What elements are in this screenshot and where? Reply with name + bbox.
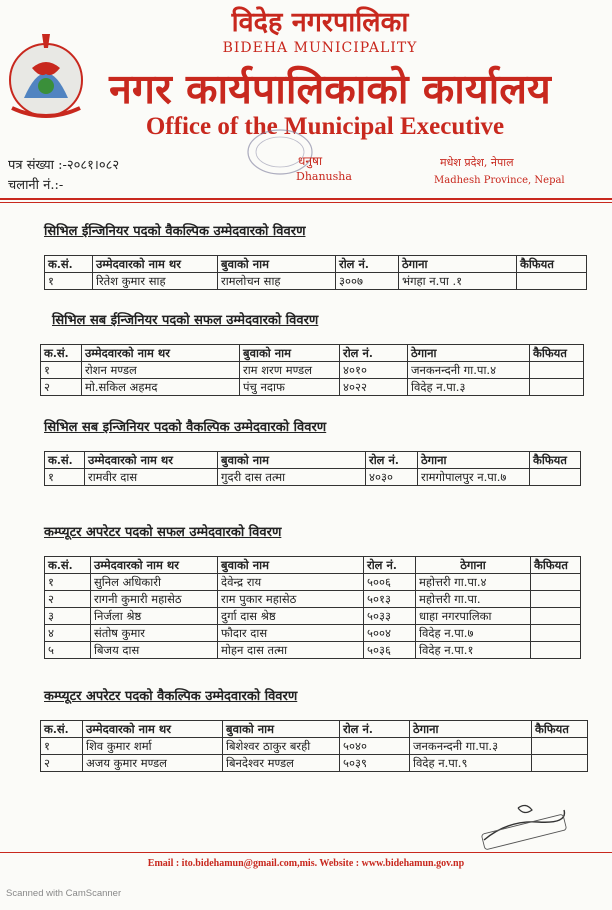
table-cell <box>531 608 581 625</box>
column-header: क.सं. <box>41 345 82 362</box>
table-row <box>45 608 581 625</box>
table-cell: १ <box>45 574 91 591</box>
section-heading: कम्प्यूटर अपरेटर पदको सफल उम्मेदवारको विवरण <box>44 525 282 540</box>
table-row <box>45 469 581 486</box>
table-header-row <box>41 721 588 738</box>
column-header: क.सं. <box>45 452 85 469</box>
candidate-table <box>44 255 587 290</box>
column-header: क.सं. <box>45 256 93 273</box>
table-cell: ५०३६ <box>364 642 416 659</box>
column-header: उम्मेदवारको नाम थर <box>85 452 218 469</box>
column-header: क.सं. <box>41 721 83 738</box>
table-cell: ५०१३ <box>364 591 416 608</box>
header-divider <box>0 198 612 203</box>
column-header: क.सं. <box>45 557 91 574</box>
column-header: उम्मेदवारको नाम थर <box>93 256 218 273</box>
table-cell: शिव कुमार शर्मा <box>83 738 223 755</box>
table-cell: ५०३९ <box>340 755 410 772</box>
table-cell: पंचु नदाफ <box>240 379 340 396</box>
column-header: ठेगाना <box>408 345 530 362</box>
table-cell: ३००७ <box>336 273 399 290</box>
table-cell: भंगहा न.पा .१ <box>399 273 517 290</box>
column-header: रोल नं. <box>340 345 408 362</box>
section-heading: सिभिल सब ईन्जिनियर पदको सफल उम्मेदवारको विवरण <box>52 313 319 328</box>
column-header: कैफियत <box>532 721 588 738</box>
table-cell: ५००४ <box>364 625 416 642</box>
table-cell: ३ <box>45 608 91 625</box>
table-cell: ५०३३ <box>364 608 416 625</box>
table-cell: रामलोचन साह <box>218 273 336 290</box>
table-cell: ५०४० <box>340 738 410 755</box>
province-english: Madhesh Province, Nepal <box>434 175 565 186</box>
column-header: ठेगाना <box>418 452 530 469</box>
table-cell: राम शरण मण्डल <box>240 362 340 379</box>
table-cell <box>532 738 588 755</box>
table-header-row <box>45 256 587 273</box>
table-cell: विदेह न.पा.३ <box>408 379 530 396</box>
table-cell: बिनदेश्वर मण्डल <box>223 755 340 772</box>
column-header: कैफियत <box>530 345 584 362</box>
column-header: ठेगाना <box>410 721 532 738</box>
column-header: उम्मेदवारको नाम थर <box>82 345 240 362</box>
table-row <box>45 642 581 659</box>
table-cell: बिजय दास <box>91 642 218 659</box>
table-row <box>45 273 587 290</box>
office-title-english: Office of the Municipal Executive <box>145 113 505 140</box>
table-cell: १ <box>45 273 93 290</box>
table-cell <box>530 469 581 486</box>
column-header: बुवाको नाम <box>240 345 340 362</box>
table-cell: १ <box>45 469 85 486</box>
table-cell: निर्जला श्रेष्ठ <box>91 608 218 625</box>
municipality-title-english: BIDEHA MUNICIPALITY <box>222 40 418 56</box>
province-nepali: मधेश प्रदेश, नेपाल <box>440 156 514 169</box>
table-row <box>41 379 584 396</box>
table-cell: २ <box>41 755 83 772</box>
column-header: उम्मेदवारको नाम थर <box>83 721 223 738</box>
section-heading: सिभिल ईन्जिनियर पदको वैकल्पिक उम्मेदवारको विवरण <box>44 224 306 239</box>
table-cell: रोशन मण्डल <box>82 362 240 379</box>
section-heading: कम्प्यूटर अपरेटर पदको वैकल्पिक उम्मेदवारको विवरण <box>44 689 298 704</box>
table-row <box>41 755 588 772</box>
table-cell <box>531 574 581 591</box>
table-cell: गुदरी दास तत्मा <box>218 469 366 486</box>
district-english: Dhanusha <box>296 170 352 183</box>
table-cell: देवेन्द्र राय <box>218 574 364 591</box>
table-cell: संतोष कुमार <box>91 625 218 642</box>
table-row <box>45 591 581 608</box>
table-cell: २ <box>41 379 82 396</box>
table-cell: रागनी कुमारी महासेठ <box>91 591 218 608</box>
column-header: रोल नं. <box>364 557 416 574</box>
column-header: बुवाको नाम <box>223 721 340 738</box>
table-cell <box>530 362 584 379</box>
candidate-table <box>44 451 581 486</box>
column-header: रोल नं. <box>336 256 399 273</box>
table-cell: रामगोपालपुर न.पा.७ <box>418 469 530 486</box>
table-cell: १ <box>41 362 82 379</box>
municipality-emblem-logo <box>2 28 88 124</box>
table-cell: धाहा नगरपालिका <box>416 608 531 625</box>
letter-reference-number: पत्र संख्या :-२०८१।०८२ <box>8 158 120 173</box>
table-header-row <box>45 452 581 469</box>
table-row <box>41 738 588 755</box>
table-row <box>45 574 581 591</box>
column-header: कैफियत <box>530 452 581 469</box>
column-header: रोल नं. <box>340 721 410 738</box>
section-heading: सिभिल सब इन्जिनियर पदको वैकल्पिक उम्मेदवारको विवरण <box>44 420 327 435</box>
municipality-title-nepali: विदेह नगरपालिका <box>231 7 409 38</box>
table-cell: १ <box>41 738 83 755</box>
candidate-table <box>40 344 584 396</box>
table-cell: राम पुकार महासेठ <box>218 591 364 608</box>
table-cell: ४०३० <box>366 469 418 486</box>
table-row <box>41 362 584 379</box>
table-cell: ५ <box>45 642 91 659</box>
table-cell: मो.सकिल अहमद <box>82 379 240 396</box>
office-title-nepali: नगर कार्यपालिकाको कार्यालय <box>109 65 551 113</box>
candidate-table <box>44 556 581 659</box>
scanner-watermark: Scanned with CamScanner <box>6 888 122 899</box>
column-header: ठेगाना <box>416 557 531 574</box>
column-header: कैफियत <box>531 557 581 574</box>
column-header: बुवाको नाम <box>218 557 364 574</box>
table-row <box>45 625 581 642</box>
footer-contact: Email : ito.bidehamun@gmail.com,mis. Website : www.bidehamun.gov.np <box>147 858 465 869</box>
table-cell: दुर्गा दास श्रेष्ठ <box>218 608 364 625</box>
column-header: रोल नं. <box>366 452 418 469</box>
candidate-table <box>40 720 588 772</box>
table-cell: बिशेश्वर ठाकुर बरही <box>223 738 340 755</box>
table-cell: ४०२२ <box>340 379 408 396</box>
table-cell: मोहन दास तत्मा <box>218 642 364 659</box>
table-cell: ५००६ <box>364 574 416 591</box>
table-cell <box>530 379 584 396</box>
table-cell: फौदार दास <box>218 625 364 642</box>
column-header: ठेगाना <box>399 256 517 273</box>
table-header-row <box>41 345 584 362</box>
column-header: बुवाको नाम <box>218 452 366 469</box>
column-header: कैफियत <box>517 256 587 273</box>
table-cell: महोत्तरी गा.पा.४ <box>416 574 531 591</box>
table-cell: महोत्तरी गा.पा. <box>416 591 531 608</box>
table-cell: २ <box>45 591 91 608</box>
signature-stamp <box>478 800 568 850</box>
table-cell <box>532 755 588 772</box>
table-header-row <box>45 557 581 574</box>
table-cell: विदेह न.पा.९ <box>410 755 532 772</box>
table-cell: जनकनन्दनी गा.पा.३ <box>410 738 532 755</box>
table-cell: ४०१० <box>340 362 408 379</box>
table-cell: रामवीर दास <box>85 469 218 486</box>
table-cell <box>531 591 581 608</box>
table-cell: विदेह न.पा.१ <box>416 642 531 659</box>
district-nepali: धनुषा <box>298 154 323 168</box>
table-cell <box>517 273 587 290</box>
table-cell: विदेह न.पा.७ <box>416 625 531 642</box>
footer-divider <box>0 852 612 853</box>
column-header: उम्मेदवारको नाम थर <box>91 557 218 574</box>
table-cell <box>531 625 581 642</box>
dispatch-number: चलानी नं.:- <box>8 178 64 193</box>
table-cell: अजय कुमार मण्डल <box>83 755 223 772</box>
table-cell: रितेश कुमार साह <box>93 273 218 290</box>
column-header: बुवाको नाम <box>218 256 336 273</box>
table-cell: जनकनन्दनी गा.पा.४ <box>408 362 530 379</box>
table-cell <box>531 642 581 659</box>
table-cell: ४ <box>45 625 91 642</box>
table-cell: सुनिल अधिकारी <box>91 574 218 591</box>
